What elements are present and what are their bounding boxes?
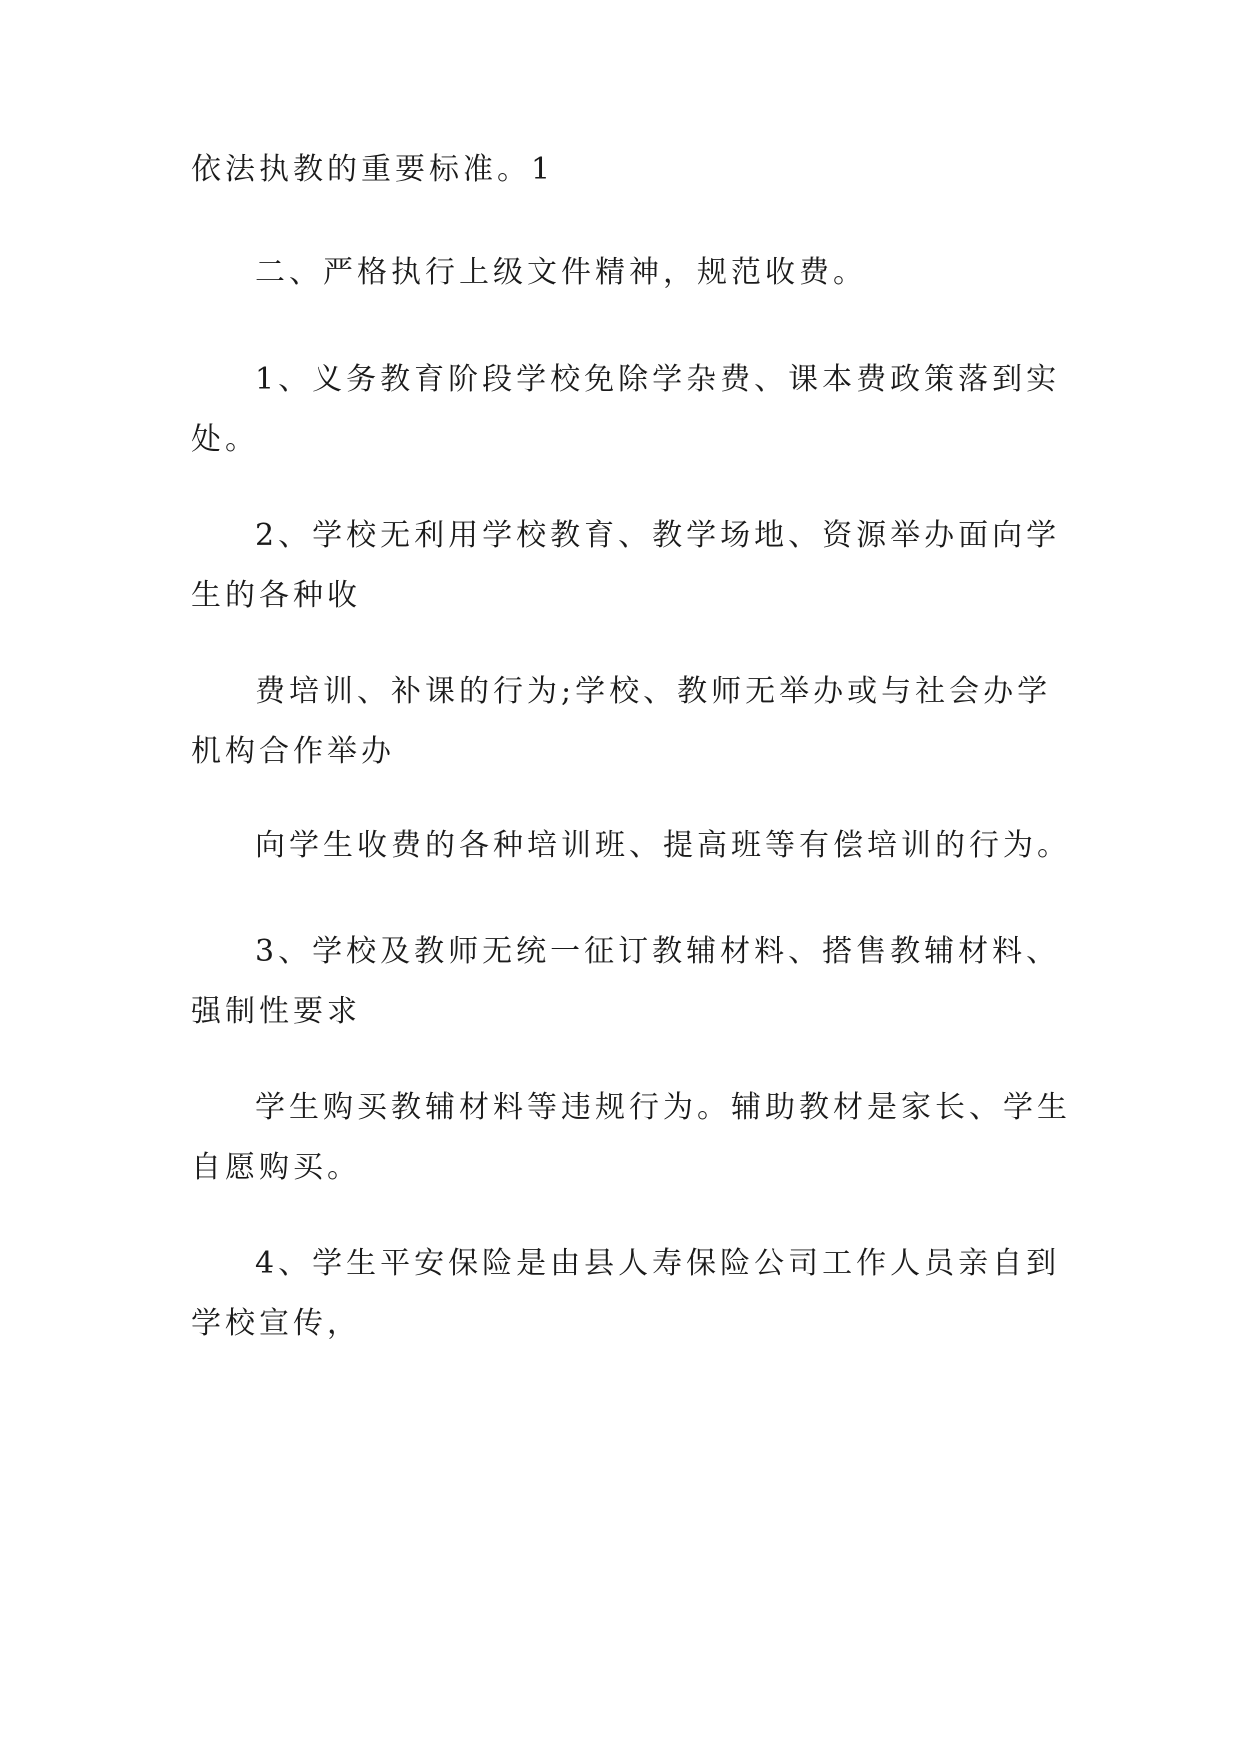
paragraph-item-2 bbox=[191, 506, 1071, 626]
paragraph-item-2-cont-b bbox=[191, 816, 1071, 876]
text-line: 生的各种收 bbox=[191, 578, 361, 613]
paragraph-item-3-cont bbox=[191, 1078, 1071, 1198]
text-line: 3、学校及教师无统一征订教辅材料、搭售教辅材料、 bbox=[255, 934, 1061, 969]
text-line: 依法执教的重要标准。1 bbox=[191, 152, 555, 187]
paragraph-standard bbox=[191, 140, 1071, 200]
text-line: 处。 bbox=[191, 422, 259, 457]
text-line: 自愿购买。 bbox=[191, 1150, 361, 1185]
text-line: 4、学生平安保险是由县人寿保险公司工作人员亲自到 bbox=[255, 1246, 1061, 1281]
text-line: 1、义务教育阶段学校免除学杂费、课本费政策落到实 bbox=[255, 362, 1061, 397]
paragraph-item-2-cont-a bbox=[191, 662, 1071, 782]
text-line: 费培训、补课的行为;学校、教师无举办或与社会办学 bbox=[255, 674, 1052, 709]
paragraph-item-4 bbox=[191, 1234, 1071, 1354]
text-line: 2、学校无利用学校教育、教学场地、资源举办面向学 bbox=[255, 518, 1061, 553]
paragraph-item-1 bbox=[191, 350, 1071, 470]
text-line: 学生购买教辅材料等违规行为。辅助教材是家长、学生 bbox=[255, 1090, 1071, 1125]
text-line: 强制性要求 bbox=[191, 994, 361, 1029]
text-line: 二、严格执行上级文件精神，规范收费。 bbox=[255, 255, 867, 290]
section-heading bbox=[191, 243, 1071, 303]
text-line: 学校宣传， bbox=[191, 1306, 361, 1341]
paragraph-item-3 bbox=[191, 922, 1071, 1042]
text-line: 向学生收费的各种培训班、提高班等有偿培训的行为。 bbox=[255, 828, 1071, 863]
text-line: 机构合作举办 bbox=[191, 734, 395, 769]
